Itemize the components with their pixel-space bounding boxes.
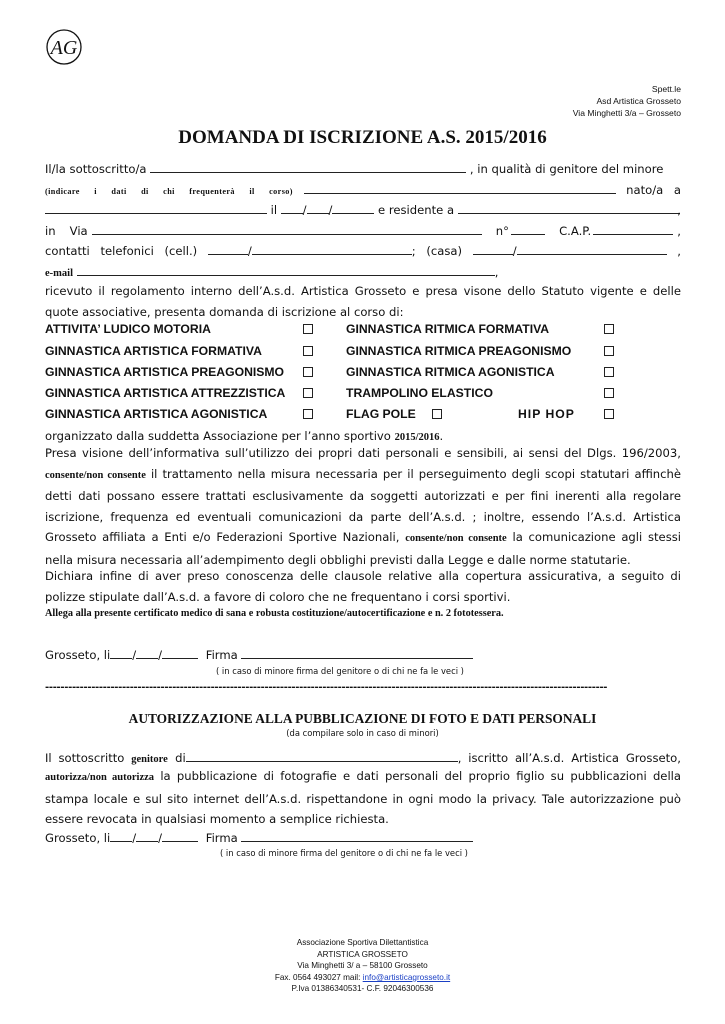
auth-paragraph (45, 766, 681, 830)
label-via: Via (69, 224, 88, 238)
recipient-block (573, 83, 681, 119)
course-checkbox[interactable] (303, 367, 313, 377)
footer-line (0, 972, 725, 984)
form-line-3 (45, 203, 681, 217)
signature-field[interactable] (241, 831, 473, 842)
course-checkbox[interactable] (303, 324, 313, 334)
birthdate-field[interactable]: / / (281, 203, 375, 217)
street-number-field[interactable] (511, 224, 545, 235)
form-line-1 (45, 162, 681, 176)
auth-text: la pubblicazione di fotografie e dati personali del proprio figlio su pubblicazioni della stampa locale e sul sito internet dell’A.s.d. rispettandone in ogni modo la privacy. Tale autorizzazione può essere revocata in qualsiasi momento a semplice richiesta. (45, 769, 681, 827)
label-genitore: , in qualità di genitore del minore (469, 162, 664, 176)
footer-line: ARTISTICA GROSSETO (317, 949, 408, 959)
label-genitore: genitore (131, 754, 168, 765)
label-il: Il (45, 751, 52, 765)
signature-note: ( in caso di minore firma del genitore o di chi ne fa le veci ) (216, 666, 464, 676)
label-firma: Firma (205, 831, 238, 845)
course-ritmica-formativa: GINNASTICA RITMICA FORMATIVA (346, 322, 550, 336)
footer-line: Via Minghetti 3/ a – 58100 Grosseto (297, 961, 428, 971)
comma: , (677, 224, 681, 238)
organized-line (45, 429, 681, 443)
parent-of-field[interactable] (186, 751, 458, 762)
course-ritmica-agonistica: GINNASTICA RITMICA AGONISTICA (346, 365, 555, 379)
attachment-note: Allega alla presente certificato medico di sana e robusta costituzione/autocertificazione e n. 2 fototessera. (45, 608, 504, 619)
footer-line: P.Iva 01386340531- C.F. 92046300536 (291, 984, 434, 994)
insurance-paragraph: Dichiara infine di aver preso conoscenza delle clausole relative alla copertura assicurativa, a seguito di polizze stipulate dall’A.s.d. a favore di coloro che ne frequentano i corsi sportivi. (45, 569, 681, 604)
comma: , (677, 203, 681, 217)
footer-line: Associazione Sportiva Dilettantistica (296, 938, 429, 947)
street-field[interactable] (92, 224, 482, 235)
label-grosseto: Grosseto, (625, 751, 681, 765)
privacy-paragraph (45, 443, 681, 571)
course-artistica-preagonismo: GINNASTICA ARTISTICA PREAGONISMO (45, 365, 285, 379)
label-numero: n° (495, 224, 509, 238)
label-cap: C.A.P. (559, 224, 592, 238)
course-checkbox[interactable] (604, 346, 614, 356)
email-field[interactable] (77, 265, 495, 276)
course-checkbox[interactable] (303, 409, 313, 419)
consent-choice: consente/non consente (45, 469, 146, 481)
label-telefonici: telefonici (100, 244, 154, 258)
privacy-text: Presa visione dell’informativa sull’utilizzo dei propri dati personali e sensibili, ai sensi del Dlgs. 196/2003, (45, 446, 681, 460)
season-year: 2015/2016 (394, 432, 440, 443)
organized-text: organizzato dalla suddetta Associazione per l’anno sportivo (45, 429, 391, 443)
course-checkbox[interactable] (604, 409, 614, 419)
label-contatti: contatti (45, 244, 90, 258)
separator-line: -------------------------------------------------------------------------------------------------------------------------------------------------- (45, 682, 608, 693)
course-ludico-motoria: ATTIVITA’ LUDICO MOTORIA (45, 322, 211, 336)
course-hip-hop: HIP HOP (518, 407, 575, 421)
intro-paragraph: ricevuto il regolamento interno dell’A.s.d. Artistica Grosseto e presa visone dello Statuto vigente e delle quote associative, presenta domanda di iscrizione al corso di: (45, 284, 681, 319)
course-artistica-formativa: GINNASTICA ARTISTICA FORMATIVA (45, 344, 262, 358)
auth-line-1 (45, 751, 681, 765)
label-a: a (673, 183, 681, 197)
privacy-text: il trattamento nella misura necessaria per il perseguimento degli scopi statutari affinchè detti dati possano essere trattati esclusivamente da soggetti autorizzati e per fini inerenti alla regolare iscrizione, frequenza ed eventuali comunicazioni da parte dell’A.s.d. ; inoltre, essendo l’A.s.d. Artistica Grosseto affiliata a Enti e/o Federazioni Sportive Nazionali, (45, 466, 682, 545)
course-checkbox[interactable] (604, 324, 614, 334)
signature-line-1 (45, 648, 681, 662)
course-checkbox[interactable] (432, 409, 442, 419)
label-grosseto-li: Grosseto, li (45, 831, 111, 845)
cell-phone-field[interactable]: / ; (208, 244, 416, 258)
comma: , (677, 244, 681, 258)
form-line-2 (45, 183, 681, 197)
hint-note: (indicare i dati di chi frequenterà il corso) (45, 187, 293, 196)
label-casa: (casa) (426, 244, 463, 258)
signature-note: ( in caso di minore firma del genitore o di chi ne fa le veci ) (220, 848, 468, 858)
period: . (439, 429, 444, 443)
name-field[interactable] (150, 162, 466, 173)
footer-email-link[interactable]: info@artisticagrosseto.it (362, 972, 451, 982)
course-flag-pole: FLAG POLE (346, 407, 416, 421)
form-line-5 (45, 244, 681, 258)
course-trampolino: TRAMPOLINO ELASTICO (346, 386, 493, 400)
course-checkbox[interactable] (303, 346, 313, 356)
home-phone-field[interactable]: / (473, 244, 667, 258)
page-title: DOMANDA DI ISCRIZIONE A.S. 2015/2016 (178, 127, 547, 148)
label-il: il (270, 203, 278, 217)
privacy-text: la comunicazione agli stessi nella misura necessaria all’adempimento degli obblighi previsti dalla Legge e dalle norme statutarie. (45, 530, 681, 567)
course-ritmica-preagonismo: GINNASTICA RITMICA PREAGONISMO (346, 344, 572, 358)
cap-field[interactable] (593, 224, 673, 235)
label-grosseto-li: Grosseto, li (45, 648, 111, 662)
course-artistica-attrezzistica: GINNASTICA ARTISTICA ATTREZZISTICA (45, 386, 286, 400)
label-asd: all’A.s.d. (514, 751, 565, 765)
recipient-line: Asd Artistica Grosseto (596, 96, 681, 106)
course-artistica-agonistica: GINNASTICA ARTISTICA AGONISTICA (45, 407, 268, 421)
footer-fax: Fax. 0564 493027 mail: (274, 972, 361, 982)
signature-field[interactable] (241, 648, 473, 659)
form-line-6 (45, 265, 681, 279)
signature-date-field[interactable]: / / (110, 831, 198, 845)
signature-line-2 (45, 831, 681, 845)
label-sottoscritto: sottoscritto (58, 751, 125, 765)
footer (0, 937, 725, 995)
logo (45, 28, 83, 66)
logo-emblem-icon (45, 28, 83, 66)
recipient-line: Spett.le (651, 84, 681, 94)
course-checkbox[interactable] (604, 367, 614, 377)
minor-name-field[interactable] (304, 183, 616, 194)
recipient-line: Via Minghetti 3/a – Grosseto (572, 108, 681, 118)
auth-title: AUTORIZZAZIONE ALLA PUBBLICAZIONE DI FOTO E DATI PERSONALI (128, 711, 597, 726)
signature-date-field[interactable]: / / (110, 648, 198, 662)
label-nato: nato/a (626, 183, 664, 197)
label-email: e-mail (45, 268, 73, 279)
consent-choice: consente/non consente (405, 533, 507, 545)
label-firma: Firma (205, 648, 238, 662)
course-checkbox[interactable] (604, 388, 614, 398)
label-artistica: Artistica (571, 751, 619, 765)
residence-field[interactable] (458, 203, 680, 214)
birthplace-field[interactable] (45, 203, 267, 214)
form-line-4 (45, 224, 681, 238)
auth-subtitle: (da compilare solo in caso di minori) (286, 728, 439, 738)
comma: , (494, 265, 499, 279)
authorization-choice: autorizza/non autorizza (45, 772, 155, 783)
label-iscritto: iscritto (468, 751, 509, 765)
label-cell: (cell.) (164, 244, 198, 258)
course-checkbox[interactable] (303, 388, 313, 398)
label-residente: e residente a (378, 203, 455, 217)
label-di: di (175, 751, 186, 765)
comma: , (457, 751, 462, 765)
svg-text:AG: AG (50, 37, 78, 59)
label-in: in (45, 224, 56, 238)
label-sottoscritto: Il/la sottoscritto/a (45, 162, 147, 176)
